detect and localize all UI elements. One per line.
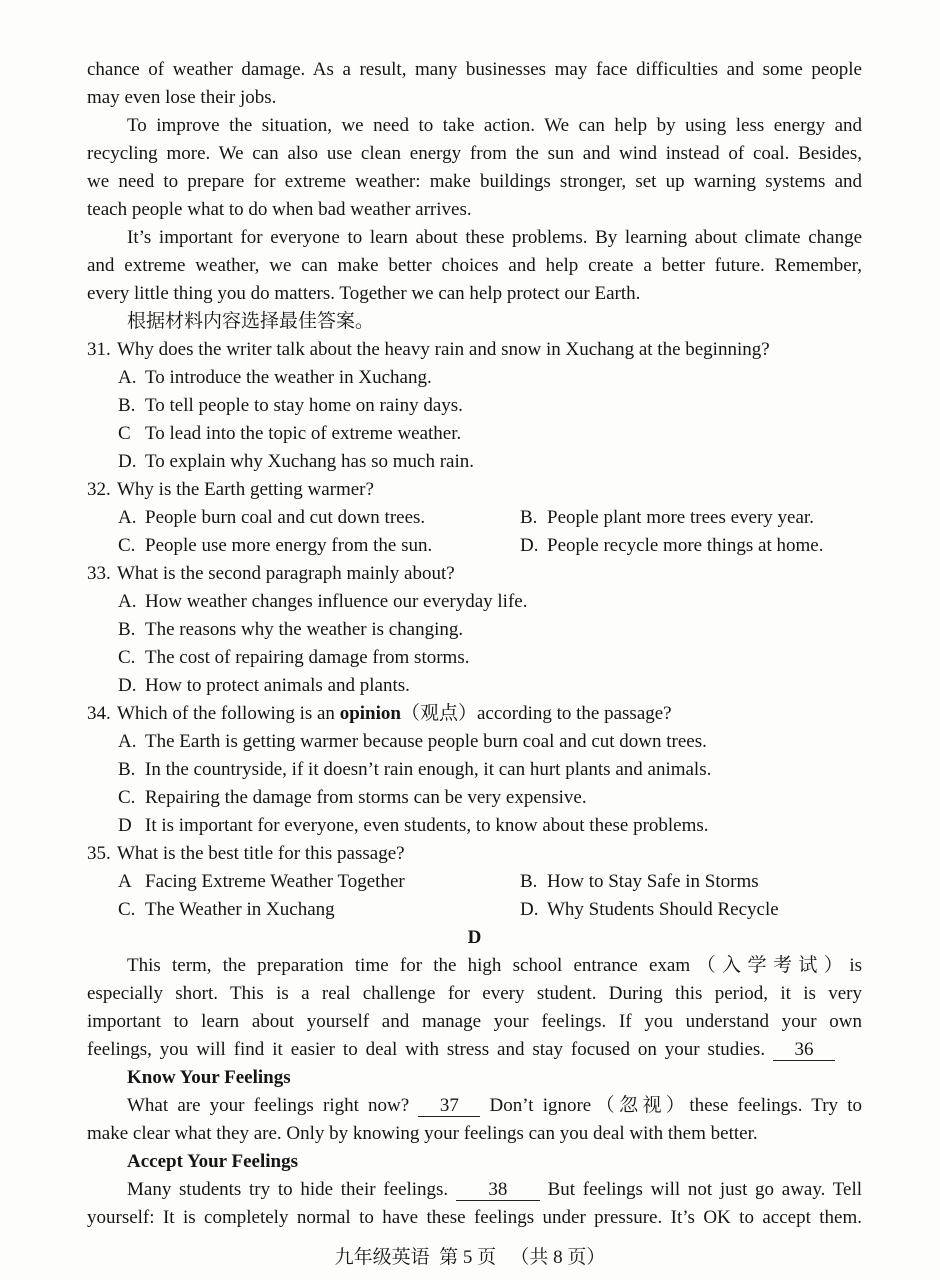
- section-heading: Know Your Feelings: [127, 1067, 291, 1088]
- option-text: To explain why Xuchang has so much rain.: [145, 451, 474, 472]
- text-line: we need to prepare for extreme weather: make buildings stronger, set up warning systems and: [87, 171, 862, 192]
- option-row: [87, 896, 862, 924]
- option-row: [87, 532, 862, 560]
- option: [118, 532, 520, 560]
- text-line: [87, 1176, 862, 1204]
- text-segment: Many students try to hide their feelings.: [127, 1179, 449, 1200]
- option-row: [87, 868, 862, 896]
- question-number: 33.: [87, 563, 111, 584]
- option: [118, 504, 520, 532]
- option: [87, 588, 862, 616]
- option-label: B.: [118, 395, 136, 416]
- question-text: Why does the writer talk about the heavy rain and snow in Xuchang at the beginning?: [117, 339, 770, 360]
- option-label: B.: [520, 507, 538, 528]
- option: [87, 672, 862, 700]
- option: [87, 756, 862, 784]
- option-text: Why Students Should Recycle: [547, 899, 779, 920]
- text-line: make clear what they are. Only by knowing your feelings can you deal with them better.: [87, 1123, 758, 1144]
- question-number: 35.: [87, 843, 111, 864]
- text-line: every little thing you do matters. Together we can help protect our Earth.: [87, 283, 641, 304]
- option-text: To introduce the weather in Xuchang.: [145, 367, 432, 388]
- instruction: 根据材料内容选择最佳答案。: [127, 311, 375, 332]
- text-line: teach people what to do when bad weather arrives.: [87, 199, 472, 220]
- question-text: What is the second paragraph mainly about?: [117, 563, 455, 584]
- option-label: D.: [118, 451, 137, 472]
- option-text: The Earth is getting warmer because people burn coal and cut down trees.: [145, 731, 707, 752]
- option-label: C: [118, 423, 131, 444]
- option: [520, 896, 862, 924]
- option-label: A.: [118, 507, 137, 528]
- option-label: B.: [520, 871, 538, 892]
- option-label: A.: [118, 731, 137, 752]
- text-segment: But feelings will not just go away. Tell: [547, 1179, 862, 1200]
- option-label: B.: [118, 619, 136, 640]
- text-line: yourself: It is completely normal to have these feelings under pressure. It’s OK to accept them.: [87, 1207, 862, 1228]
- text-line: To improve the situation, we need to take action. We can help by using less energy and: [127, 115, 862, 136]
- option-label: B.: [118, 759, 136, 780]
- option-label: C.: [118, 787, 136, 808]
- question-stem: [87, 476, 862, 504]
- option: [87, 728, 862, 756]
- question-stem: [87, 840, 862, 868]
- blank-36: 36: [773, 1040, 835, 1061]
- option-text: People recycle more things at home.: [547, 535, 824, 556]
- section-label: D: [467, 927, 482, 948]
- option-text: It is important for everyone, even students, to know about these problems.: [145, 815, 709, 836]
- option: [87, 644, 862, 672]
- option-label: A.: [118, 367, 137, 388]
- option: [87, 392, 862, 420]
- page-body: [87, 56, 862, 1232]
- text-line: This term, the preparation time for the high school entrance exam（入学考试）is: [127, 955, 862, 976]
- text-line: may even lose their jobs.: [87, 87, 277, 108]
- blank-38: 38: [456, 1180, 540, 1201]
- question-stem: [87, 336, 862, 364]
- text-line: and extreme weather, we can make better choices and help create a better future. Remember,: [87, 255, 862, 276]
- option: [87, 448, 862, 476]
- option-text: How to protect animals and plants.: [145, 675, 410, 696]
- option-text: The Weather in Xuchang: [145, 899, 335, 920]
- option-label: D.: [520, 535, 539, 556]
- text-segment: What are your feelings right now?: [127, 1095, 410, 1116]
- option: [87, 784, 862, 812]
- option-row: [87, 504, 862, 532]
- option-text: Repairing the damage from storms can be very expensive.: [145, 787, 587, 808]
- option-text: People use more energy from the sun.: [145, 535, 433, 556]
- option-text: The reasons why the weather is changing.: [145, 619, 464, 640]
- option-text: Facing Extreme Weather Together: [145, 871, 405, 892]
- question-number: 31.: [87, 339, 111, 360]
- option: [520, 532, 862, 560]
- option-label: C.: [118, 899, 136, 920]
- question-text: What is the best title for this passage?: [117, 843, 405, 864]
- option-text: In the countryside, if it doesn’t rain enough, it can hurt plants and animals.: [145, 759, 712, 780]
- option: [520, 504, 862, 532]
- question-number: 32.: [87, 479, 111, 500]
- option-text: People burn coal and cut down trees.: [145, 507, 426, 528]
- question-stem: [87, 560, 862, 588]
- question-text: Which of the following is an: [117, 703, 340, 724]
- option-label: C.: [118, 535, 136, 556]
- blank-37: 37: [418, 1096, 480, 1117]
- text-line: recycling more. We can also use clean energy from the sun and wind instead of coal. Besides,: [87, 143, 862, 164]
- option-label: A.: [118, 591, 137, 612]
- option-text: People plant more trees every year.: [547, 507, 814, 528]
- text-segment: feelings, you will find it easier to deal with stress and stay focused on your studies.: [87, 1039, 766, 1060]
- option: [118, 896, 520, 924]
- option-text: How weather changes influence our everyday life.: [145, 591, 528, 612]
- option: [87, 420, 862, 448]
- option-label: C.: [118, 647, 136, 668]
- option: [520, 868, 862, 896]
- section-heading: Accept Your Feelings: [127, 1151, 298, 1172]
- question-text-after: （观点）according to the passage?: [400, 703, 672, 724]
- text-line: It’s important for everyone to learn about these problems. By learning about climate change: [127, 227, 862, 248]
- question-emphasis: opinion: [339, 703, 401, 724]
- text-line: [87, 1036, 835, 1064]
- option-text: To lead into the topic of extreme weather.: [145, 423, 462, 444]
- text-line: chance of weather damage. As a result, many businesses may face difficulties and some people: [87, 59, 862, 80]
- option: [87, 812, 862, 840]
- option-text: How to Stay Safe in Storms: [547, 871, 759, 892]
- option-label: D: [118, 815, 132, 836]
- text-line: especially short. This is a real challenge for every student. During this period, it is very: [87, 983, 862, 1004]
- option-text: The cost of repairing damage from storms.: [145, 647, 470, 668]
- text-line: [87, 1092, 862, 1120]
- question-stem: [87, 700, 862, 728]
- question-text: Why is the Earth getting warmer?: [117, 479, 374, 500]
- option: [87, 364, 862, 392]
- text-segment: Don’t ignore（忽视）these feelings. Try to: [489, 1095, 862, 1116]
- page-footer: 九年级英语 第 5 页 （共 8 页）: [334, 1247, 606, 1268]
- option-label: D.: [520, 899, 539, 920]
- option-label: D.: [118, 675, 137, 696]
- option-label: A: [118, 871, 132, 892]
- text-line: important to learn about yourself and manage your feelings. If you understand your own: [87, 1011, 862, 1032]
- question-number: 34.: [87, 703, 111, 724]
- option: [87, 616, 862, 644]
- option: [118, 868, 520, 896]
- option-text: To tell people to stay home on rainy days.: [145, 395, 463, 416]
